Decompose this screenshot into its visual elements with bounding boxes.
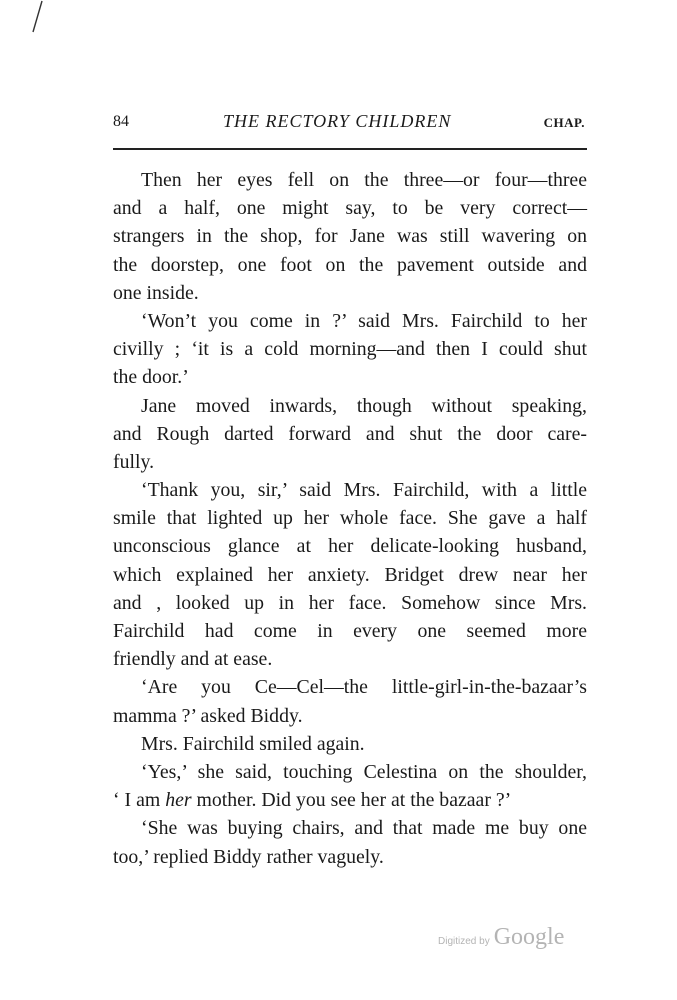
text-line: which explained her anxiety. Bridget drew near her [113,563,587,586]
header-rule [113,148,587,150]
text-line: Jane moved inwards, though without speaking, [141,394,587,417]
pencil-mark-icon [30,0,44,34]
text-line: and Rough darted forward and shut the door care- [113,422,587,445]
paragraph [113,758,587,814]
text-line: and , looked up in her face. Somehow since Mrs. [113,591,587,614]
text-line-with-emphasis [113,786,587,814]
text-line: ‘Won’t you come in ?’ said Mrs. Fairchild to her [141,309,587,332]
google-logo: Google [493,924,565,950]
page-number: 84 [113,113,129,130]
chapter-label: CHAP. [543,115,585,130]
watermark-prefix: Digitized by [438,936,490,947]
text-line: ‘Thank you, sir,’ said Mrs. Fairchild, with a little [141,479,587,502]
line-segment: mother. Did you see her at the bazaar ?’ [191,789,512,812]
text-line: friendly and at ease. [113,648,273,671]
text-line: mamma ?’ asked Biddy. [113,704,303,727]
text-line: civilly ; ‘it is a cold morning—and then I could shut [113,338,587,361]
body-text [113,166,587,871]
page-header [113,111,587,137]
paragraph [113,673,587,729]
text-line: and a half, one might say, to be very correct— [113,197,587,220]
text-line: Then her eyes fell on the three—or four—three [141,169,587,191]
digitized-by-watermark [438,924,564,951]
text-line: strangers in the shop, for Jane was still wavering on [113,225,587,248]
text-line: the door.’ [113,366,189,389]
paragraph [113,392,587,477]
line-segment: ‘ I am [113,789,166,812]
paragraph [113,814,587,870]
paragraph [113,166,587,307]
emphasis-word: her [165,789,192,812]
paragraph [113,476,587,673]
paragraph [113,730,587,758]
text-line: ‘She was buying chairs, and that made me buy one [141,817,587,840]
text-line: the doorstep, one foot on the pavement outside and [113,253,587,276]
text-line: Fairchild had come in every one seemed more [113,620,587,642]
text-line: one inside. [113,281,199,304]
text-line: fully. [113,450,155,473]
text-line: Mrs. Fairchild smiled again. [141,732,365,755]
text-line: smile that lighted up her whole face. She gave a half [113,507,587,530]
running-title: THE RECTORY CHILDREN [223,111,452,131]
paragraph [113,307,587,392]
text-line: ‘Are you Ce—Cel—the little-girl-in-the-bazaar’s [141,676,587,699]
text-line: too,’ replied Biddy rather vaguely. [113,845,384,868]
text-line: ‘Yes,’ she said, touching Celestina on the shoulder, [141,760,587,783]
text-line: unconscious glance at her delicate-looking husband, [113,535,587,558]
